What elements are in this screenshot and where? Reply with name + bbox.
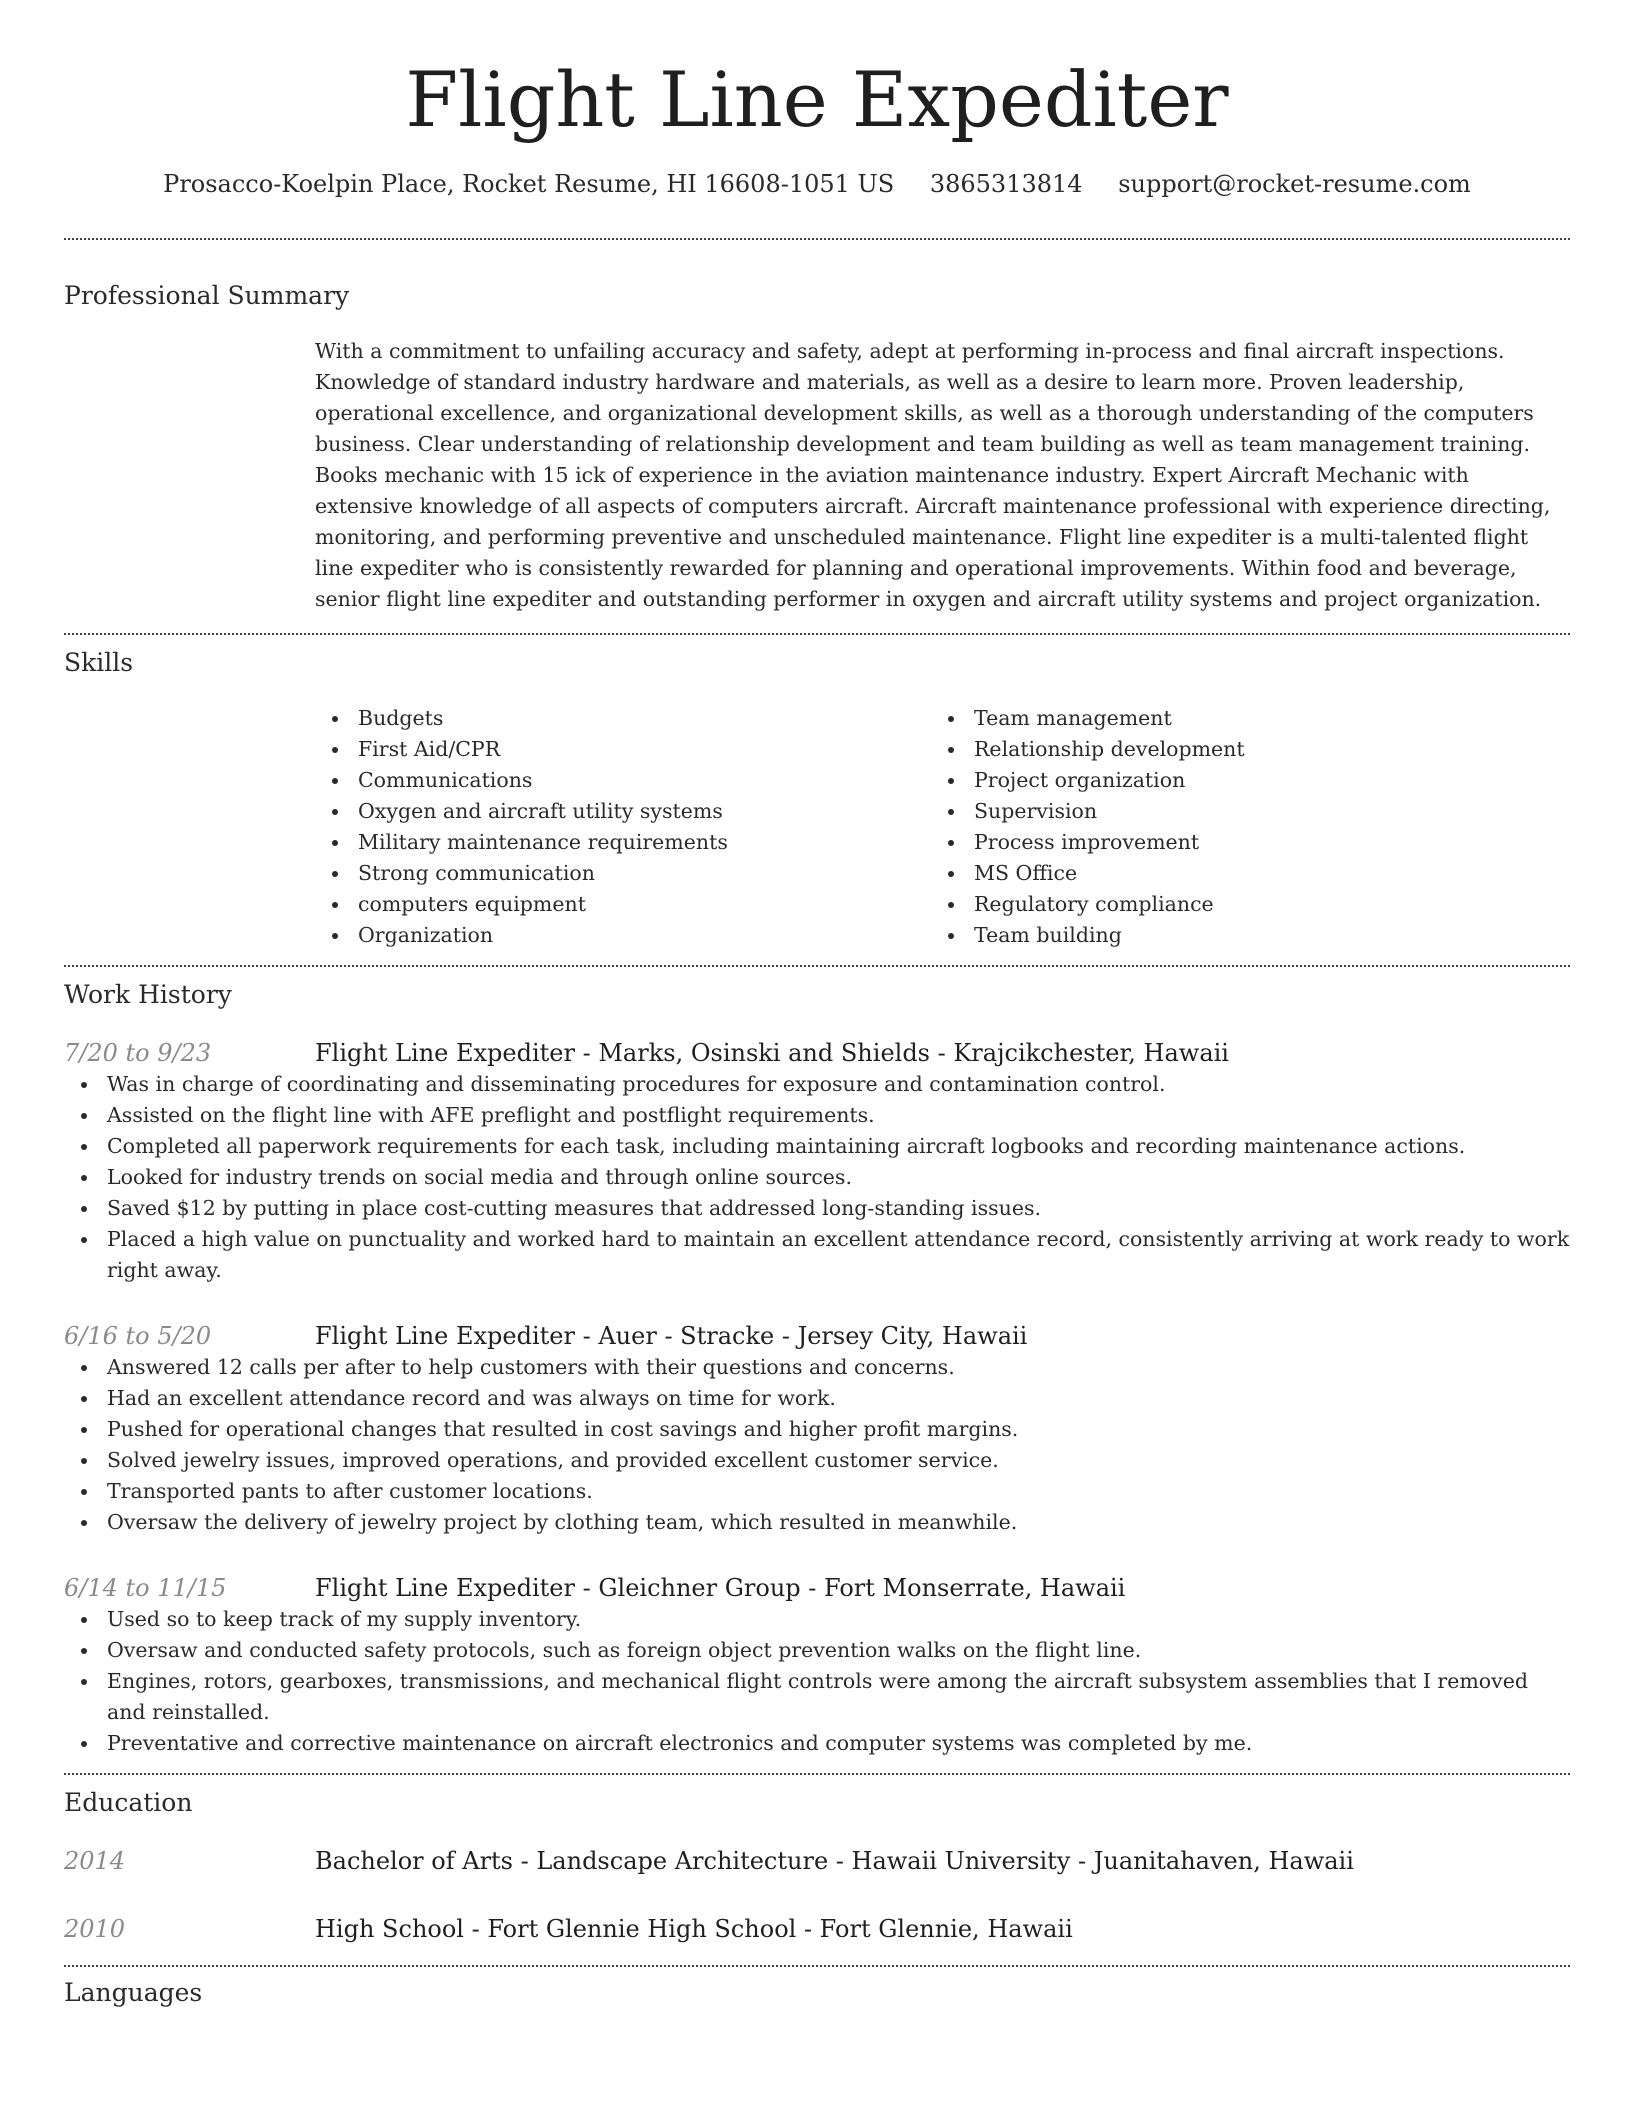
job-entry	[64, 1320, 1570, 1538]
skill-item: Team building	[931, 920, 1547, 951]
job-bullet: Solved jewelry issues, improved operations, and provided excellent customer service.	[64, 1445, 1570, 1476]
job-bullet: Oversaw the delivery of jewelry project by clothing team, which resulted in meanwhile.	[64, 1507, 1570, 1538]
job-dates: 7/20 to 9/23	[64, 1039, 212, 1067]
skill-item: Supervision	[931, 796, 1547, 827]
skill-item: Process improvement	[931, 827, 1547, 858]
section-title-skills: Skills	[64, 648, 134, 677]
education-entry	[64, 1845, 1570, 1877]
contact-address: Prosacco-Koelpin Place, Rocket Resume, HI 16608-1051 US	[163, 170, 895, 198]
job-bullets	[64, 1352, 1570, 1538]
job-bullets	[64, 1069, 1570, 1286]
divider-work	[64, 1773, 1570, 1775]
contact-email: support@rocket-resume.com	[1118, 170, 1471, 198]
skills-list	[315, 703, 1570, 951]
divider-skills	[64, 965, 1570, 967]
section-title-education: Education	[64, 1788, 193, 1817]
job-bullet: Saved $12 by putting in place cost-cutting measures that addressed long-standing issues.	[64, 1193, 1570, 1224]
skill-item: Military maintenance requirements	[315, 827, 931, 858]
skill-item: Regulatory compliance	[931, 889, 1547, 920]
skills-column-right	[931, 703, 1547, 951]
divider-header	[64, 238, 1570, 240]
job-bullet: Assisted on the flight line with AFE preflight and postflight requirements.	[64, 1100, 1570, 1131]
education-year: 2010	[64, 1915, 126, 1943]
job-bullet: Preventative and corrective maintenance on aircraft electronics and computer systems was completed by me.	[64, 1728, 1570, 1759]
skill-item: Oxygen and aircraft utility systems	[315, 796, 931, 827]
section-title-summary: Professional Summary	[64, 281, 350, 310]
divider-summary	[64, 633, 1570, 635]
job-bullet: Transported pants to after customer locations.	[64, 1476, 1570, 1507]
skill-item: First Aid/CPR	[315, 734, 931, 765]
education-heading: Bachelor of Arts - Landscape Architecture - Hawaii University - Juanitahaven, Hawaii	[315, 1847, 1354, 1875]
job-bullet: Used so to keep track of my supply inventory.	[64, 1604, 1570, 1635]
skill-item: Relationship development	[931, 734, 1547, 765]
job-heading: Flight Line Expediter - Auer - Stracke - Jersey City, Hawaii	[315, 1322, 1028, 1350]
job-entry	[64, 1037, 1570, 1286]
skill-item: Budgets	[315, 703, 931, 734]
summary-text: With a commitment to unfailing accuracy and safety, adept at performing in-process and final aircraft inspections. Knowledge of standard industry hardware and materials, as well as a desire to learn more. Proven leadership, operational excellence, and organizational development skills, as well as a thorough understanding of the computers business. Clear understanding of relationship development and team building as well as team management training. Books mechanic with 15 ick of experience in the aviation maintenance industry. Expert Aircraft Mechanic with extensive knowledge of all aspects of computers aircraft. Aircraft maintenance professional with experience directing, monitoring, and performing preventive and unscheduled maintenance. Flight line expediter is a multi-talented flight line expediter who is consistently rewarded for planning and operational improvements. Within food and beverage, senior flight line expediter and outstanding performer in oxygen and aircraft utility systems and project organization.	[315, 339, 1551, 611]
job-bullet: Had an excellent attendance record and was always on time for work.	[64, 1383, 1570, 1414]
resume-name: Flight Line Expediter	[405, 55, 1229, 144]
job-dates: 6/16 to 5/20	[64, 1322, 212, 1350]
section-title-work: Work History	[64, 980, 232, 1009]
skill-item: Organization	[315, 920, 931, 951]
education-heading: High School - Fort Glennie High School - Fort Glennie, Hawaii	[315, 1915, 1073, 1943]
skill-item: Communications	[315, 765, 931, 796]
skill-item: computers equipment	[315, 889, 931, 920]
contact-line	[64, 168, 1570, 200]
job-bullet: Answered 12 calls per after to help customers with their questions and concerns.	[64, 1352, 1570, 1383]
job-heading: Flight Line Expediter - Gleichner Group - Fort Monserrate, Hawaii	[315, 1574, 1126, 1602]
skills-column-left	[315, 703, 931, 951]
education-entry	[64, 1913, 1570, 1945]
job-bullet: Looked for industry trends on social media and through online sources.	[64, 1162, 1570, 1193]
job-bullet: Placed a high value on punctuality and worked hard to maintain an excellent attendance record, consistently arriving at work ready to work right away.	[64, 1224, 1570, 1286]
job-dates: 6/14 to 11/15	[64, 1574, 227, 1602]
contact-phone: 3865313814	[929, 170, 1083, 198]
job-bullet: Oversaw and conducted safety protocols, such as foreign object prevention walks on the flight line.	[64, 1635, 1570, 1666]
skill-item: Strong communication	[315, 858, 931, 889]
skill-item: Project organization	[931, 765, 1547, 796]
job-entry	[64, 1572, 1570, 1759]
skill-item: MS Office	[931, 858, 1547, 889]
education-year: 2014	[64, 1847, 126, 1875]
job-bullet: Was in charge of coordinating and disseminating procedures for exposure and contamination control.	[64, 1069, 1570, 1100]
job-bullet: Engines, rotors, gearboxes, transmissions, and mechanical flight controls were among the aircraft subsystem assemblies that I removed and reinstalled.	[64, 1666, 1570, 1728]
job-bullets	[64, 1604, 1570, 1759]
job-bullet: Completed all paperwork requirements for each task, including maintaining aircraft logbooks and recording maintenance actions.	[64, 1131, 1570, 1162]
section-title-languages: Languages	[64, 1978, 203, 2007]
job-heading: Flight Line Expediter - Marks, Osinski and Shields - Krajcikchester, Hawaii	[315, 1039, 1229, 1067]
resume-page	[64, 0, 1570, 2009]
divider-education	[64, 1965, 1570, 1967]
job-bullet: Pushed for operational changes that resulted in cost savings and higher profit margins.	[64, 1414, 1570, 1445]
skill-item: Team management	[931, 703, 1547, 734]
